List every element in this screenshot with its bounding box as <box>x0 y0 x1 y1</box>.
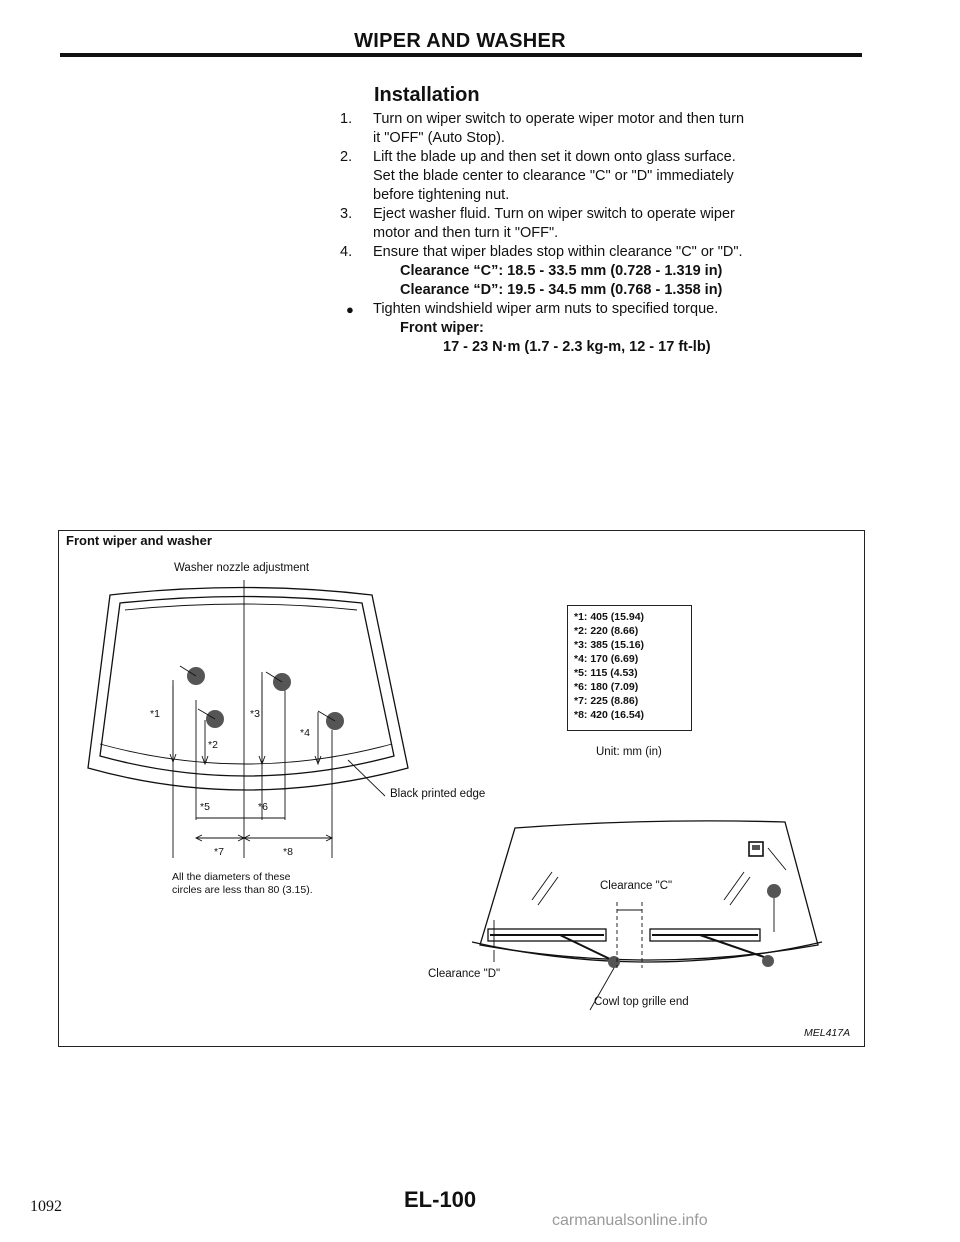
legend-item: *6: 180 (7.09) <box>574 681 639 693</box>
step-line: Eject washer fluid. Turn on wiper switch to operate wiper <box>373 206 735 222</box>
dimension-mark-7: *7 <box>214 846 224 858</box>
step-line: Turn on wiper switch to operate wiper motor and then turn <box>373 111 745 127</box>
page-code: EL-100 <box>404 1187 477 1212</box>
bullet-text: Tighten windshield wiper arm nuts to specified torque. <box>373 301 719 317</box>
clearance-d-label: Clearance "D" <box>428 968 501 980</box>
diameter-note <box>172 871 313 897</box>
step-line: Ensure that wiper blades stop within clearance "C" or "D". <box>373 244 743 260</box>
dimension-mark-1: *1 <box>150 708 160 720</box>
legend-item: *5: 115 (4.53) <box>574 667 638 679</box>
step-number: 1. <box>340 111 353 127</box>
nozzle-adjustment-label: Washer nozzle adjustment <box>174 562 310 574</box>
step-line: it "OFF" (Auto Stop). <box>373 130 505 146</box>
torque-spec: 17 - 23 N·m (1.7 - 2.3 kg-m, 12 - 17 ft-lb) <box>443 339 711 355</box>
legend-item: *1: 405 (15.94) <box>574 611 645 623</box>
legend-item: *3: 385 (15.16) <box>574 639 645 651</box>
diameter-note-line: All the diameters of these <box>172 871 291 883</box>
black-edge-leader <box>348 760 385 796</box>
black-printed-edge-label: Black printed edge <box>390 788 486 800</box>
dimension-mark-4: *4 <box>300 727 310 739</box>
dimension-mark-6: *6 <box>258 801 268 813</box>
legend-item: *4: 170 (6.69) <box>574 653 639 665</box>
step-number: 4. <box>340 244 353 260</box>
step-line: Lift the blade up and then set it down onto glass surface. <box>373 149 736 165</box>
blade-diagram <box>472 821 822 1010</box>
front-wiper-label: Front wiper: <box>400 320 484 336</box>
dimension-legend <box>567 605 692 731</box>
dimension-mark-8: *8 <box>283 846 293 858</box>
legend-item: *7: 225 (8.86) <box>574 695 639 707</box>
step-line: motor and then turn it "OFF". <box>373 225 559 241</box>
legend-item: *8: 420 (16.54) <box>574 709 645 721</box>
figure-code: MEL417A <box>804 1027 851 1039</box>
clearance-c-label: Clearance "C" <box>600 880 673 892</box>
bullet-icon: ● <box>346 302 354 317</box>
section-title: Installation <box>374 84 480 106</box>
dimension-mark-3: *3 <box>250 708 260 720</box>
cowl-icon <box>749 842 763 856</box>
dimension-mark-2: *2 <box>208 739 218 751</box>
legend-item: *2: 220 (8.66) <box>574 625 639 637</box>
figure-title: Front wiper and washer <box>66 533 212 548</box>
step-number: 3. <box>340 206 353 222</box>
clearance-c-spec: Clearance “C”: 18.5 - 33.5 mm (0.728 - 1.319 in) <box>400 263 723 279</box>
cowl-top-grille-label: Cowl top grille end <box>594 996 689 1008</box>
watermark: carmanualsonline.info <box>552 1212 708 1229</box>
page-number: 1092 <box>30 1198 62 1215</box>
clearance-d-spec: Clearance “D”: 19.5 - 34.5 mm (0.768 - 1.358 in) <box>400 282 723 298</box>
page-header-title: WIPER AND WASHER <box>354 30 566 52</box>
step-line: before tightening nut. <box>373 187 510 203</box>
diameter-note-line: circles are less than 80 (3.15). <box>172 884 313 896</box>
step-line: Set the blade center to clearance "C" or "D" immediately <box>373 168 734 184</box>
dimension-mark-5: *5 <box>200 801 210 813</box>
unit-label: Unit: mm (in) <box>596 746 662 758</box>
step-number: 2. <box>340 149 353 165</box>
windshield-outline <box>88 588 408 791</box>
